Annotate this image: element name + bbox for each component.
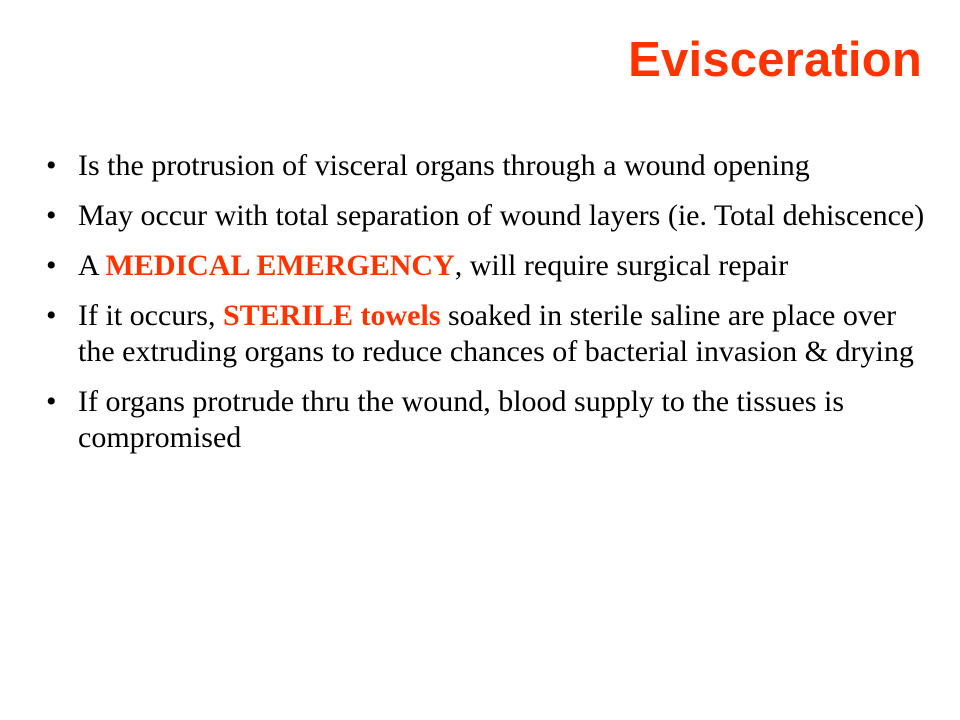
bullet-item-separation bbox=[46, 198, 936, 234]
bullet-text: If organs protrude thru the wound, blood supply to the tissues is compromised bbox=[78, 385, 845, 454]
bullet-item-blood-supply bbox=[46, 384, 936, 456]
bullet-text-tail: soaked in sterile saline are place over the extruding organs to reduce chances of bacterial invasion & drying bbox=[78, 299, 914, 368]
bullet-icon: • bbox=[46, 149, 57, 182]
bullet-item-sterile-towels bbox=[46, 298, 936, 370]
bullet-list bbox=[46, 148, 936, 470]
medical-emergency-highlight: MEDICAL EMERGENCY bbox=[105, 249, 455, 282]
bullet-item-emergency bbox=[46, 248, 936, 284]
bullet-item-definition bbox=[46, 148, 936, 184]
slide-title: Evisceration bbox=[628, 33, 922, 87]
bullet-icon: • bbox=[46, 199, 57, 232]
bullet-text-tail: , will require surgical repair bbox=[454, 249, 789, 282]
bullet-icon: • bbox=[46, 299, 57, 332]
bullet-text: May occur with total separation of wound layers (ie. Total dehiscence) bbox=[78, 199, 925, 232]
bullet-icon: • bbox=[46, 249, 57, 282]
bullet-text: Is the protrusion of visceral organs through a wound opening bbox=[78, 149, 810, 182]
bullet-text-lead: If it occurs, bbox=[78, 299, 223, 332]
bullet-text-lead: A bbox=[78, 249, 106, 282]
sterile-towels-highlight: STERILE towels bbox=[222, 299, 441, 332]
bullet-icon: • bbox=[46, 385, 57, 418]
